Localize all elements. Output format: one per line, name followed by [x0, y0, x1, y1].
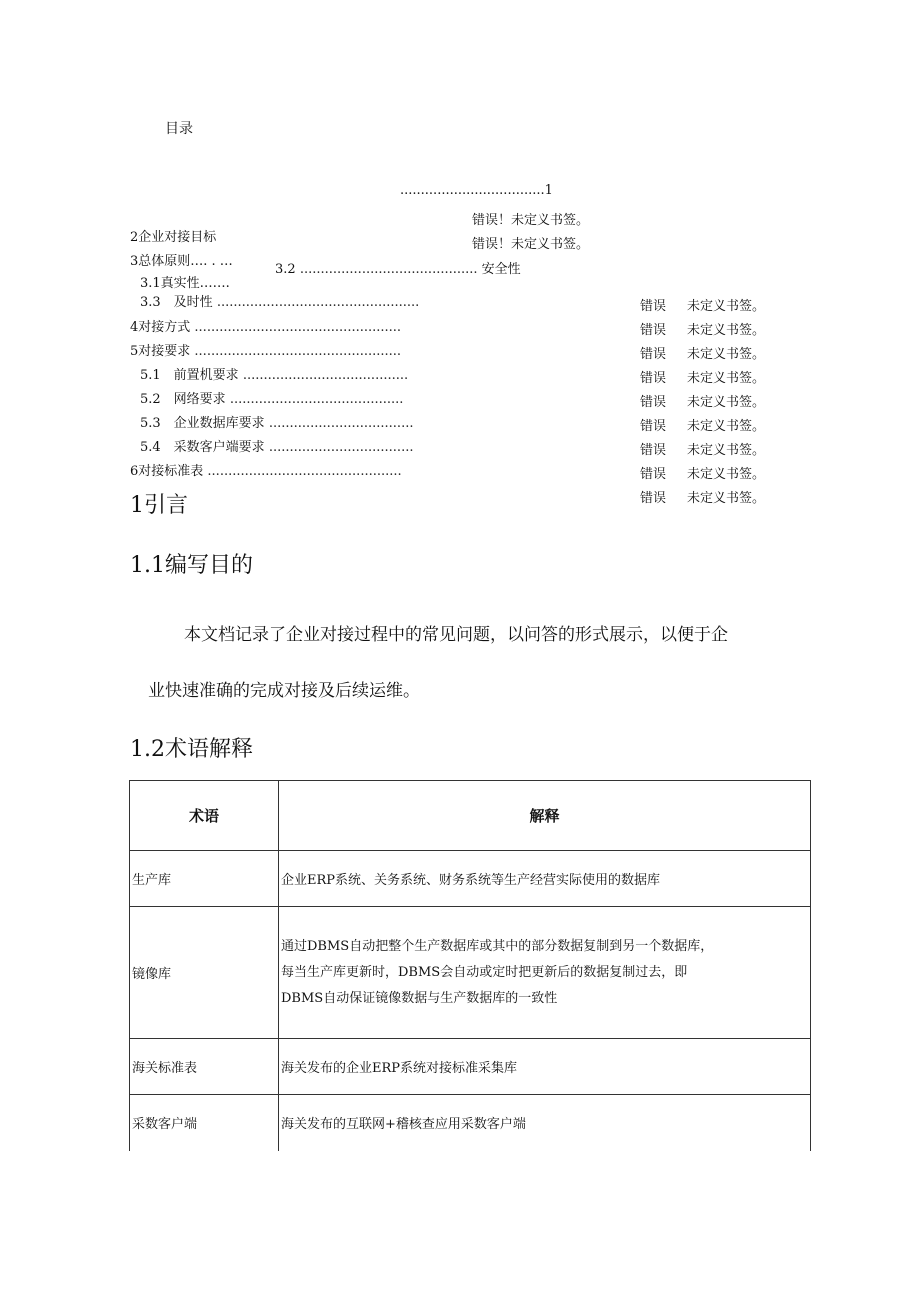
header-explanation: 解释	[279, 781, 811, 851]
purpose-paragraph-line1: 本文档记录了企业对接过程中的常见问题，以问答的形式展示，以便于企	[184, 625, 728, 645]
terms-table	[129, 780, 811, 1151]
toc-leader-dots: ..................................................	[194, 344, 402, 359]
toc-error-word: 错误	[640, 323, 667, 338]
toc-error-text: 未定义书签。	[687, 395, 766, 410]
toc-entry-label: 3.2	[275, 262, 296, 277]
term-cell: 生产库	[130, 851, 279, 907]
toc-entry-3-3[interactable]	[140, 291, 419, 310]
section-1-heading: 1引言	[130, 493, 188, 518]
section-1-2-heading: 1.2术语解释	[130, 737, 253, 762]
toc-entry-5-2[interactable]	[140, 388, 403, 407]
toc-error-text: 未定义书签。	[687, 371, 766, 386]
header-term: 术语	[130, 781, 279, 851]
desc-cell: 海关发布的企业ERP系统对接标准采集库	[279, 1039, 811, 1095]
toc-entry-5-3[interactable]	[140, 412, 413, 431]
desc-cell: 海关发布的互联网+稽核查应用采数客户端	[279, 1095, 811, 1151]
toc-entry-2[interactable]: 2企业对接目标	[130, 230, 217, 245]
toc-leader-dots: ...................................	[268, 416, 414, 431]
toc-leader-dots: .................................................	[216, 295, 420, 310]
table-row	[130, 907, 811, 1039]
toc-error-word: 错误	[640, 467, 667, 482]
toc-entry-5-1[interactable]	[140, 364, 408, 383]
toc-leader-dots: ...........................................	[299, 262, 478, 277]
table-row	[130, 851, 811, 907]
desc-cell: 企业ERP系统、关务系统、财务系统等生产经营实际使用的数据库	[279, 851, 811, 907]
toc-error-word: 错误	[640, 347, 667, 362]
desc-line: 通过DBMS自动把整个生产数据库或其中的部分数据复制到另一个数据库，	[281, 938, 714, 954]
toc-entry-3[interactable]: 3总体原则…. . …	[130, 254, 233, 269]
toc-first-line: ...................................1	[400, 183, 553, 198]
table-row	[130, 1039, 811, 1095]
toc-entry-5[interactable]	[130, 340, 401, 359]
toc-entry-5-4[interactable]	[140, 436, 413, 455]
toc-stray-error: 错误！未定义书签。	[472, 237, 590, 252]
toc-heading: 目录	[165, 121, 193, 137]
toc-error-text: 未定义书签。	[687, 347, 766, 362]
toc-leader-dots: ........................................	[242, 368, 409, 383]
desc-line: 每当生产库更新时，DBMS会自动或定时把更新后的数据复制过去，即	[281, 964, 688, 980]
toc-error-text: 未定义书签。	[687, 443, 766, 458]
toc-entry-label: 5.4 采数客户端要求	[140, 440, 265, 455]
toc-error-text: 未定义书签。	[687, 467, 766, 482]
toc-error-word: 错误	[640, 371, 667, 386]
toc-entry-3-1[interactable]: 3.1真实性…….	[140, 276, 230, 291]
toc-error-word: 错误	[640, 419, 667, 434]
toc-leader-dots: ...............................................	[207, 464, 402, 479]
purpose-paragraph-line2: 业快速准确的完成对接及后续运维。	[148, 681, 420, 701]
toc-entry-label: 5.3 企业数据库要求	[140, 416, 265, 431]
desc-cell	[279, 907, 811, 1039]
toc-error-text: 未定义书签。	[687, 299, 766, 314]
toc-leader-dots: ...................................	[268, 440, 414, 455]
toc-entry-page: 安全性	[481, 262, 521, 277]
term-cell: 镜像库	[130, 907, 279, 1039]
toc-leader-dots: ..........................................	[229, 392, 404, 407]
term-cell: 采数客户端	[130, 1095, 279, 1151]
toc-error-word: 错误	[640, 443, 667, 458]
toc-error-text: 未定义书签。	[687, 491, 766, 506]
table-header-row	[130, 781, 811, 851]
toc-error-text: 未定义书签。	[687, 419, 766, 434]
toc-entry-3-2[interactable]	[275, 258, 521, 277]
toc-leader-dots: ..................................................	[194, 320, 402, 335]
toc-stray-error: 错误！未定义书签。	[472, 213, 590, 228]
toc-entry-4[interactable]	[130, 316, 401, 335]
table-row	[130, 1095, 811, 1151]
toc-entry-label: 3.3 及时性	[140, 295, 213, 310]
section-1-1-heading: 1.1编写目的	[130, 553, 253, 578]
toc-entry-label: 5.1 前置机要求	[140, 368, 239, 383]
term-cell: 海关标准表	[130, 1039, 279, 1095]
toc-entry-6[interactable]	[130, 460, 402, 479]
toc-entry-label: 5.2 网络要求	[140, 392, 226, 407]
desc-line: DBMS自动保证镜像数据与生产数据库的一致性	[281, 990, 558, 1006]
toc-entry-label: 6对接标准表	[130, 464, 204, 479]
toc-error-word: 错误	[640, 299, 667, 314]
toc-error-word: 错误	[640, 491, 667, 506]
toc-entry-label: 5对接要求	[130, 344, 191, 359]
toc-error-word: 错误	[640, 395, 667, 410]
toc-error-text: 未定义书签。	[687, 323, 766, 338]
toc-entry-label: 4对接方式	[130, 320, 191, 335]
